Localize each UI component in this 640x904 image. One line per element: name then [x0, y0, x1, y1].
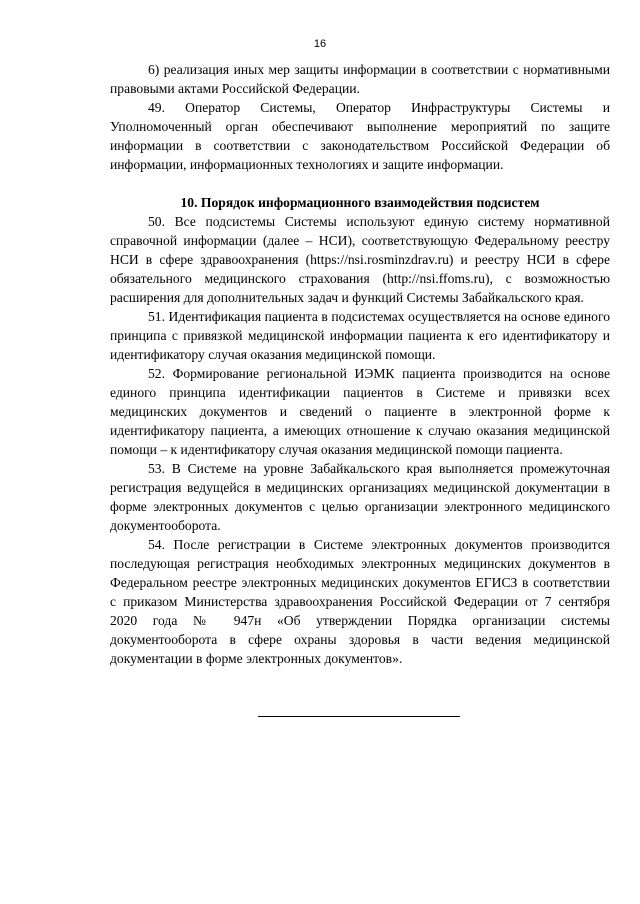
paragraph-50: 50. Все подсистемы Системы используют единую систему нормативной справочной информации (далее – НСИ), соответствующую Федеральному реестру НСИ в сфере здравоохранения (https://nsi.rosminzdrav.ru) и реестру НСИ в сфере обязательного медицинского страхования (http://nsi.ffoms.ru), с возможностью расширения для дополнительных задач и функций Системы Забайкальского края. — [110, 214, 610, 305]
paragraph-53: 53. В Системе на уровне Забайкальского края выполняется промежуточная регистрация ведущейся в медицинских организациях медицинской документации в форме электронных документов с целью организации электронного медицинского документооборота. — [110, 461, 610, 533]
page-number: 16 — [313, 38, 327, 50]
paragraph-49: 49. Оператор Системы, Оператор Инфраструктуры Системы и Уполномоченный орган обеспечивают выполнение мероприятий по защите информации в соответствии с законодательством Российской Федерации об информации, информационных технологиях и защите информации. — [110, 100, 610, 172]
paragraph-51: 51. Идентификация пациента в подсистемах осуществляется на основе единого принципа с привязкой медицинской информации пациента к его идентификатору и идентификатору случая оказания медицинской помощи. — [110, 309, 610, 362]
paragraph-item-6: 6) реализация иных мер защиты информации в соответствии с нормативными правовыми актами Российской Федерации. — [110, 62, 610, 96]
document-body — [110, 60, 610, 668]
end-of-document-divider — [258, 716, 460, 717]
paragraph-52: 52. Формирование региональной ИЭМК пациента производится на основе единого принципа идентификации пациентов в Системе и привязки всех медицинских документов и сведений о пациенте в электронной форме к идентификатору пациента, а имеющих отношение к случаю оказания медицинской помощи – к идентификатору случая оказания медицинской помощи пациента. — [110, 366, 610, 457]
section-title: 10. Порядок информационного взаимодействия подсистем — [180, 195, 540, 210]
paragraph-54: 54. После регистрации в Системе электронных документов производится последующая регистрация необходимых электронных медицинских документов в Федеральном реестре электронных медицинских документов ЕГИСЗ в соответствии с приказом Министерства здравоохранения Российской Федерации от 7 сентября 2020 года № 947н «Об утверждении Порядка организации системы документооборота в сфере охраны здоровья в части ведения медицинской документации в форме электронных документов». — [110, 537, 610, 666]
